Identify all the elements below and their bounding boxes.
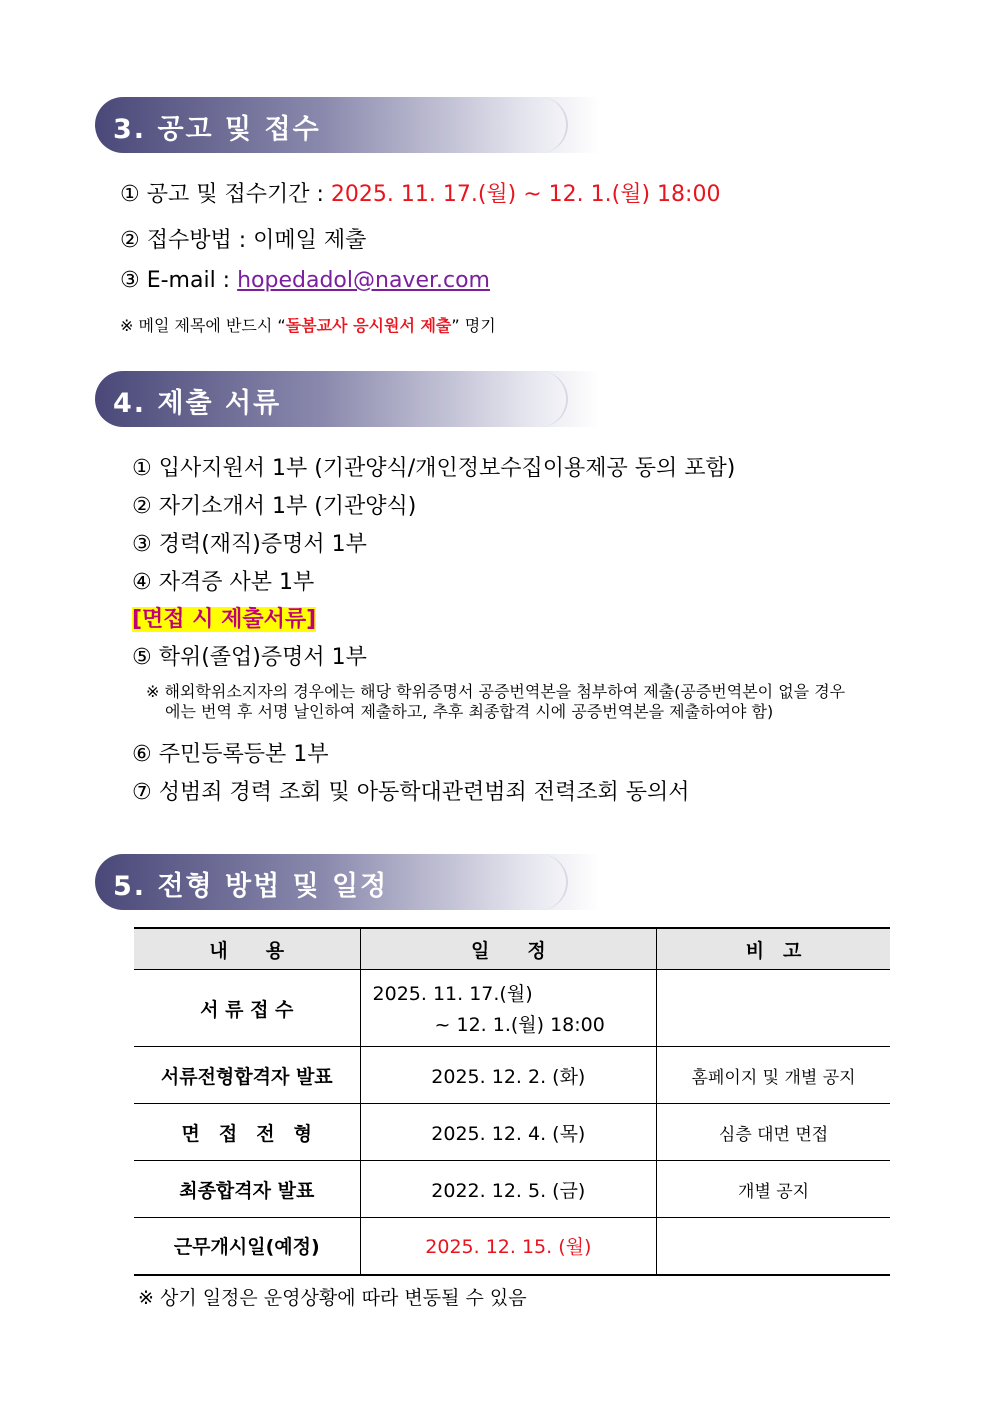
table-row <box>134 970 890 1047</box>
section-3-header <box>95 97 600 153</box>
document-item: ③ 경력(재직)증명서 1부 <box>132 532 367 557</box>
email-link[interactable]: hopedadol@naver.com <box>237 268 490 293</box>
schedule-footnote: ※ 상기 일정은 운영상황에 따라 변동될 수 있음 <box>138 1287 527 1309</box>
row-content: 서 류 접 수 <box>134 970 360 1047</box>
interview-documents-label <box>132 602 316 633</box>
row-content: 최종합격자 발표 <box>134 1161 360 1218</box>
schedule-table <box>134 927 890 1276</box>
table-row <box>134 1161 890 1218</box>
header-date: 일 정 <box>360 928 657 970</box>
period-value: 2025. 11. 17.(월) ~ 12. 1.(월) 18:00 <box>330 182 721 207</box>
section-5-header <box>95 854 600 910</box>
note-bold: 돌봄교사 응시원서 제출 <box>285 316 452 335</box>
foreign-degree-note-line2: 에는 번역 후 서명 날인하여 제출하고, 추후 최종합격 시에 공증번역본을 제출하여야 함) <box>165 702 774 721</box>
row-date: 2025. 12. 2. (화) <box>360 1047 657 1104</box>
date-line1: 2025. 11. 17.(월) <box>372 983 533 1005</box>
date-line2: ~ 12. 1.(월) 18:00 <box>434 1014 605 1036</box>
note-suffix: ” 명기 <box>451 316 496 335</box>
email-note <box>120 313 496 336</box>
period-label: ① 공고 및 접수기간 : <box>120 182 324 207</box>
table-row <box>134 1104 890 1161</box>
document-item: ⑦ 성범죄 경력 조회 및 아동학대관련범죄 전력조회 동의서 <box>132 780 690 805</box>
interview-label-text: [면접 시 제출서류] <box>132 607 317 632</box>
email-label: ③ E-mail : <box>120 268 231 293</box>
table-header-row <box>134 928 890 970</box>
row-date: 2022. 12. 5. (금) <box>360 1161 657 1218</box>
row-content: 근무개시일(예정) <box>134 1218 360 1275</box>
document-item: ⑥ 주민등록등본 1부 <box>132 742 329 767</box>
header-cap <box>498 371 568 427</box>
row-note: 개별 공지 <box>657 1161 890 1218</box>
row-date: 2025. 12. 15. (월) <box>360 1218 657 1275</box>
section-3-title: 3. 공고 및 접수 <box>113 114 321 145</box>
foreign-degree-note-line1: ※ 해외학위소지자의 경우에는 해당 학위증명서 공증번역본을 첨부하여 제출(공증번역본이 없을 경우 <box>146 682 846 701</box>
row-content: 서류전형합격자 발표 <box>134 1047 360 1104</box>
section-4-title: 4. 제출 서류 <box>113 388 282 419</box>
row-note <box>657 970 890 1047</box>
document-item: ⑤ 학위(졸업)증명서 1부 <box>132 645 367 670</box>
header-content: 내 용 <box>134 928 360 970</box>
header-cap <box>498 854 568 910</box>
section-4-header <box>95 371 600 427</box>
row-note <box>657 1218 890 1275</box>
row-date: 2025. 12. 4. (목) <box>360 1104 657 1161</box>
document-item: ② 자기소개서 1부 (기관양식) <box>132 494 417 519</box>
row-note: 홈페이지 및 개별 공지 <box>657 1047 890 1104</box>
announcement-period <box>120 177 720 208</box>
email-line <box>120 268 490 293</box>
document-item: ④ 자격증 사본 1부 <box>132 570 315 595</box>
section-5-title: 5. 전형 방법 및 일정 <box>113 871 389 902</box>
row-note: 심층 대면 면접 <box>657 1104 890 1161</box>
table-row <box>134 1047 890 1104</box>
header-note: 비 고 <box>657 928 890 970</box>
row-date <box>360 970 657 1047</box>
submission-method: ② 접수방법 : 이메일 제출 <box>120 228 367 253</box>
note-prefix: ※ 메일 제목에 반드시 “ <box>120 316 286 335</box>
table-row <box>134 1218 890 1275</box>
row-content: 면 접 전 형 <box>134 1104 360 1161</box>
header-cap <box>498 97 568 153</box>
document-item: ① 입사지원서 1부 (기관양식/개인정보수집이용제공 동의 포함) <box>132 456 736 481</box>
